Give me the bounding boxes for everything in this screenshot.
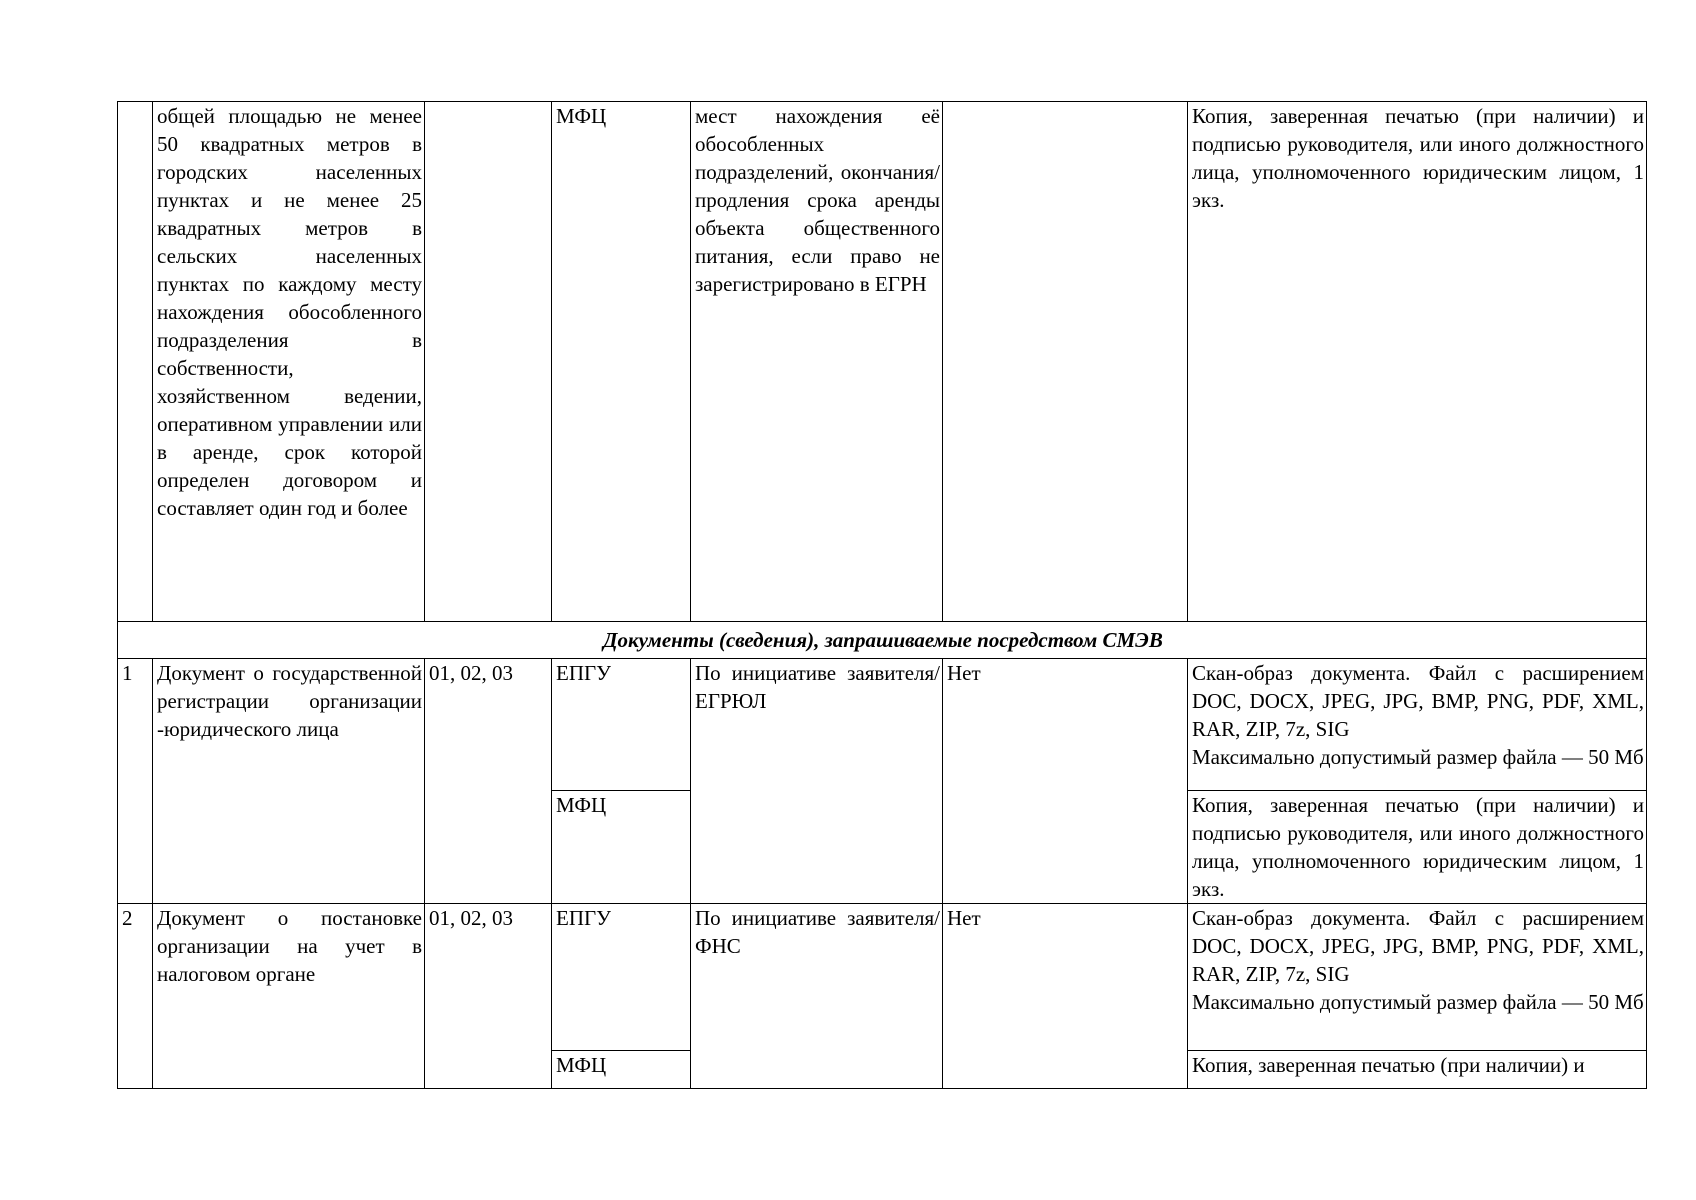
cell-source: По инициативе заявителя/ФНС [691,904,943,1089]
cell-required: Нет [943,904,1188,1089]
cell-codes: 01, 02, 03 [425,659,552,904]
cell-required: Нет [943,659,1188,904]
cell-source: По инициативе заявителя/ЕГРЮЛ [691,659,943,904]
cell-channel-mfc: МФЦ [552,1051,691,1089]
document-table [117,101,1647,1089]
cell-format: Копия, заверенная печатью (при наличии) и подписью руководителя, или иного должностного лица, уполномоченного юридическим лицом, 1 экз. [1188,102,1647,622]
cell-document-name: общей площадью не менее 50 квадратных метров в городских населенных пунктах и не менее 25 квадратных метров в сельских населенных пунктах по каждому месту нахождения обособленного подразделения в собственности, хозяйственном ведении, оперативном управлении или в аренде, срок которой определен договором и составляет один год и более [153,102,425,622]
cell-document-name: Документ о государственной регистрации организации -юридического лица [153,659,425,904]
cell-channel: МФЦ [552,102,691,622]
table-row [118,904,1647,1051]
cell-channel-mfc: МФЦ [552,791,691,904]
cell-number: 1 [118,659,153,904]
format-max-size: Максимально допустимый размер файла — 50 Мб [1192,990,1644,1014]
cell-codes [425,102,552,622]
cell-document-name: Документ о постановке организации на учет в налоговом органе [153,904,425,1089]
cell-format-mfc: Копия, заверенная печатью (при наличии) и подписью руководителя, или иного должностного лица, уполномоченного юридическим лицом, 1 экз. [1188,791,1647,904]
cell-channel-epgu: ЕПГУ [552,904,691,1051]
cell-required [943,102,1188,622]
cell-format-mfc: Копия, заверенная печатью (при наличии) и [1188,1051,1647,1089]
cell-number [118,102,153,622]
cell-codes: 01, 02, 03 [425,904,552,1089]
section-header-row [118,622,1647,659]
format-max-size: Максимально допустимый размер файла — 50 Мб [1192,745,1644,769]
section-title: Документы (сведения), запрашиваемые посредством СМЭВ [118,622,1647,659]
cell-source: мест нахождения её обособленных подразделений, окончания/продления срока аренды объекта общественного питания, если право не зарегистрировано в ЕГРН [691,102,943,622]
format-description: Скан-образ документа. Файл с расширением DOC, DOCX, JPEG, JPG, BMP, PNG, PDF, XML, RAR, ZIP, 7z, SIG [1192,661,1644,741]
cell-number: 2 [118,904,153,1089]
cell-channel-epgu: ЕПГУ [552,659,691,791]
cell-format-epgu [1188,659,1647,791]
format-description: Скан-образ документа. Файл с расширением DOC, DOCX, JPEG, JPG, BMP, PNG, PDF, XML, RAR, ZIP, 7z, SIG [1192,906,1644,986]
continuation-row [118,102,1647,622]
table-row [118,659,1647,791]
cell-format-epgu [1188,904,1647,1051]
